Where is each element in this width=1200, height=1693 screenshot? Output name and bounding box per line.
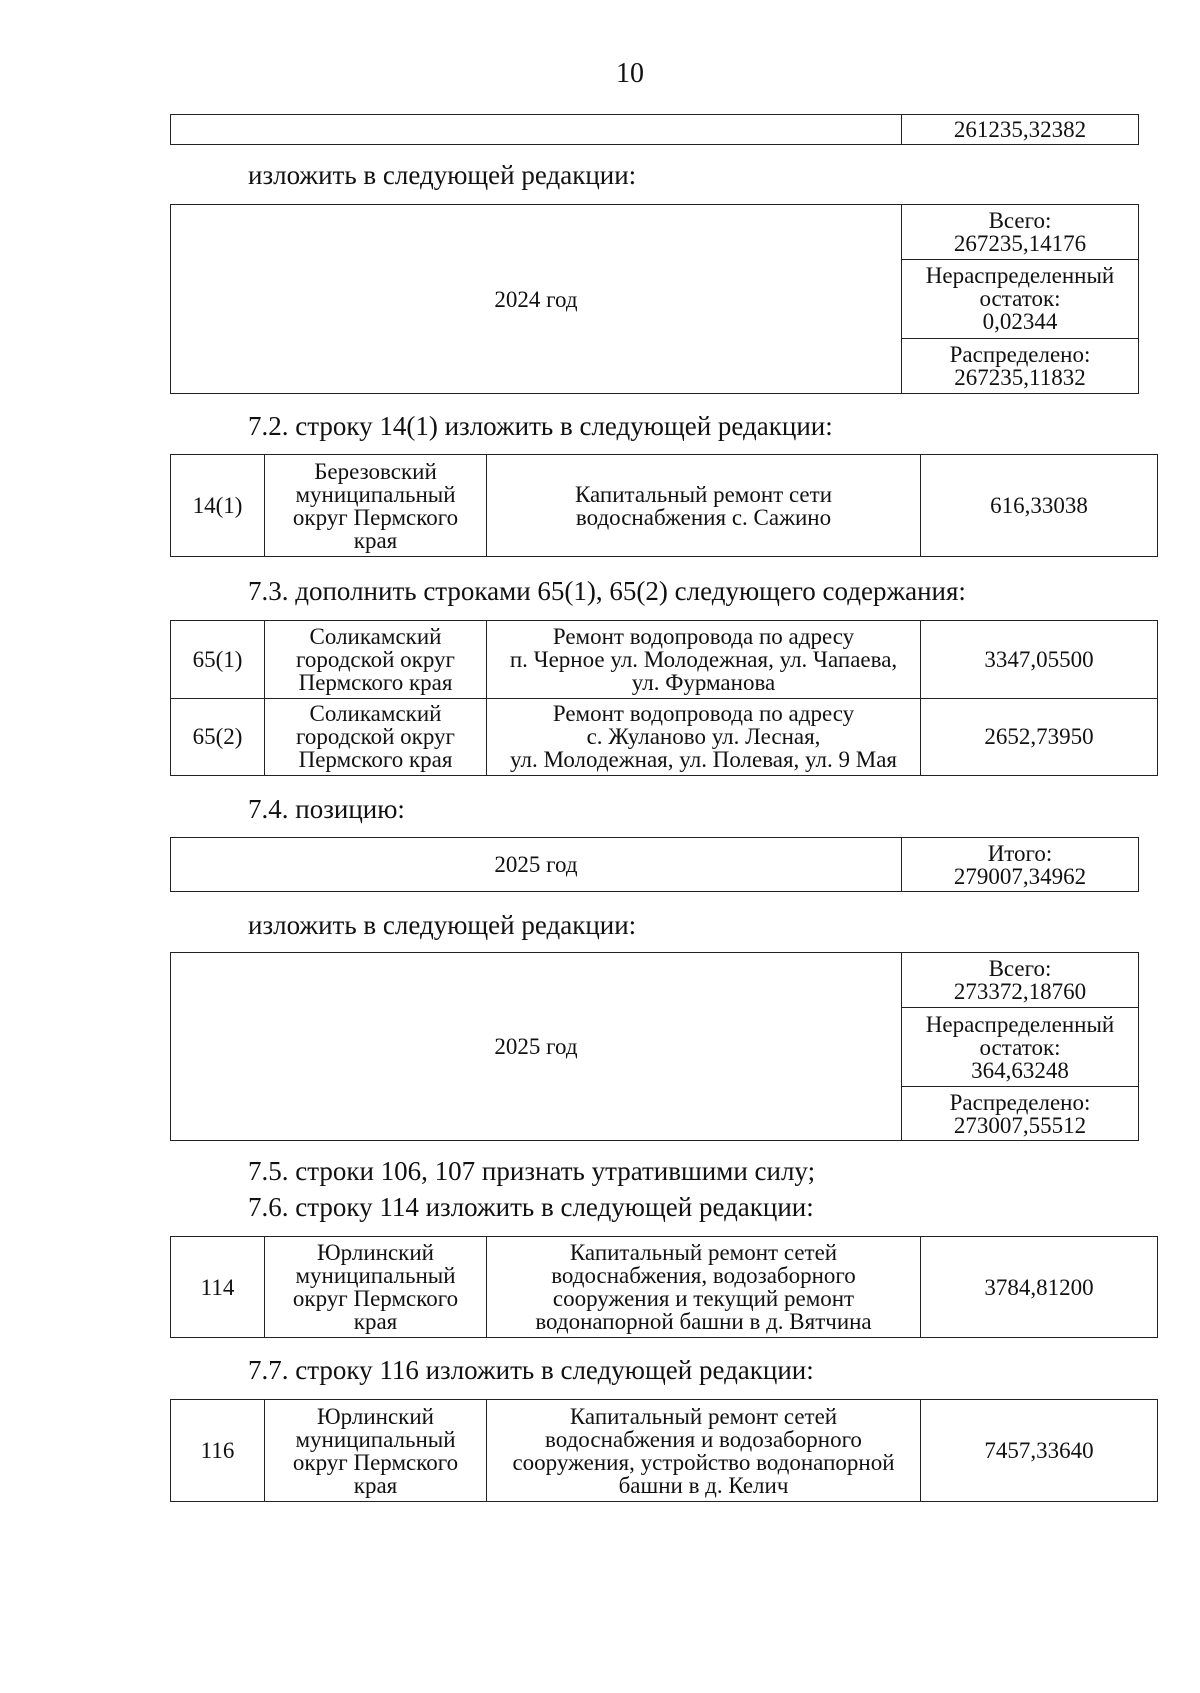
paragraph-7-3: 7.3. дополнить строками 65(1), 65(2) следующего содержания:	[248, 576, 966, 606]
page-number: 10	[616, 58, 644, 89]
total-cell: Всего: 267235,14176	[902, 205, 1139, 260]
municipality-cell: Березовский муниципальный округ Пермского края	[265, 455, 487, 557]
object-cell: Капитальный ремонт сетей водоснабжения и водозаборного сооружения, устройство водонапорной башни в д. Келич	[487, 1400, 921, 1502]
table-2025-year-old	[170, 837, 1139, 892]
distributed-cell: Распределено: 273007,55512	[902, 1087, 1139, 1141]
table-rows-65	[170, 620, 1158, 776]
amount-cell: 7457,33640	[921, 1400, 1158, 1502]
table-row	[171, 115, 1139, 145]
table-2025-year-new	[170, 952, 1139, 1141]
object-cell: Капитальный ремонт сетей водоснабжения, водозаборного сооружения и текущий ремонт водонапорной башни в д. Вятчина	[487, 1237, 921, 1338]
table-row	[171, 838, 1139, 892]
table-2024-year-new	[170, 204, 1139, 394]
table-row-14-1	[170, 454, 1158, 557]
table-row	[171, 1400, 1158, 1502]
municipality-cell: Соликамский городской округ Пермского края	[265, 698, 487, 776]
municipality-cell: Соликамский городской округ Пермского края	[265, 621, 487, 699]
table-cell-amount: 261235,32382	[902, 115, 1139, 145]
paragraph-7-6: 7.6. строку 114 изложить в следующей редакции:	[248, 1192, 814, 1222]
year-cell: 2024 год	[171, 205, 902, 394]
table-row	[171, 455, 1158, 557]
paragraph-replace-1: изложить в следующей редакции:	[248, 160, 637, 190]
total-cell: Всего: 273372,18760	[902, 953, 1139, 1008]
row-number-cell: 114	[171, 1237, 265, 1338]
object-cell: Ремонт водопровода по адресу с. Жуланово ул. Лесная, ул. Молодежная, ул. Полевая, ул. 9 Мая	[487, 698, 921, 776]
table-row	[171, 205, 1139, 260]
paragraph-7-2: 7.2. строку 14(1) изложить в следующей редакции:	[248, 411, 833, 441]
amount-cell: 3347,05500	[921, 621, 1158, 699]
remainder-cell: Нераспределенный остаток: 0,02344	[902, 259, 1139, 338]
row-number-cell: 14(1)	[171, 455, 265, 557]
table-cell-empty	[171, 115, 902, 145]
table-row-116	[170, 1399, 1158, 1502]
amount-cell: 2652,73950	[921, 698, 1158, 776]
row-number-cell: 116	[171, 1400, 265, 1502]
table-row-114	[170, 1236, 1158, 1338]
distributed-cell: Распределено: 267235,11832	[902, 339, 1139, 394]
total-cell: Итого: 279007,34962	[902, 838, 1139, 892]
paragraph-7-4: 7.4. позицию:	[248, 794, 405, 824]
table-row	[171, 1237, 1158, 1338]
remainder-cell: Нераспределенный остаток: 364,63248	[902, 1007, 1139, 1086]
paragraph-replace-2: изложить в следующей редакции:	[248, 910, 637, 940]
paragraph-7-7: 7.7. строку 116 изложить в следующей редакции:	[248, 1355, 814, 1385]
amount-cell: 3784,81200	[921, 1237, 1158, 1338]
table-row	[171, 621, 1158, 699]
table-row	[171, 698, 1158, 776]
year-cell: 2025 год	[171, 953, 902, 1141]
table-row	[171, 953, 1139, 1008]
previous-table-tail	[170, 114, 1139, 145]
municipality-cell: Юрлинский муниципальный округ Пермского края	[265, 1237, 487, 1338]
object-cell: Ремонт водопровода по адресу п. Черное ул. Молодежная, ул. Чапаева, ул. Фурманова	[487, 621, 921, 699]
row-number-cell: 65(1)	[171, 621, 265, 699]
paragraph-7-5: 7.5. строки 106, 107 признать утратившими силу;	[248, 1156, 816, 1186]
year-cell: 2025 год	[171, 838, 902, 892]
object-cell: Капитальный ремонт сети водоснабжения с. Сажино	[487, 455, 921, 557]
municipality-cell: Юрлинский муниципальный округ Пермского края	[265, 1400, 487, 1502]
amount-cell: 616,33038	[921, 455, 1158, 557]
row-number-cell: 65(2)	[171, 698, 265, 776]
